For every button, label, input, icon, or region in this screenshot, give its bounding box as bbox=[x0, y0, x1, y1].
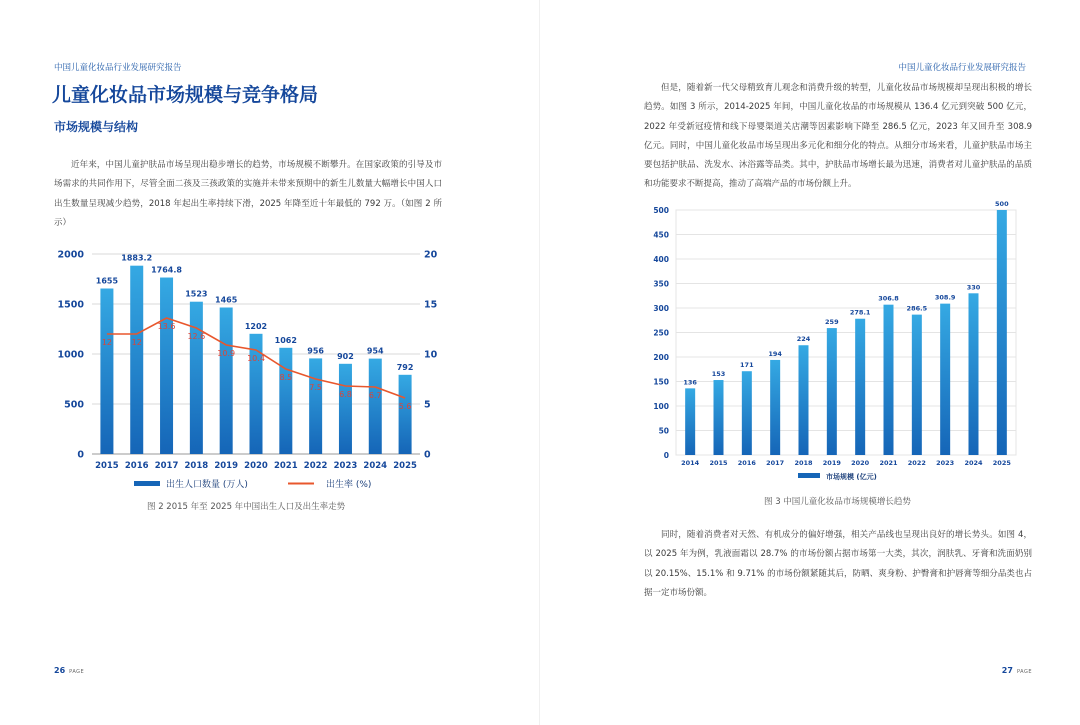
bar-value-label: 1523 bbox=[185, 289, 208, 299]
bar-value-label: 1465 bbox=[215, 295, 238, 305]
y-tick-label: 1500 bbox=[57, 299, 84, 311]
x-tick-label: 2023 bbox=[333, 461, 358, 471]
bar bbox=[884, 305, 894, 455]
bar-value-label: 1883.2 bbox=[121, 253, 153, 263]
bar-value-label: 1062 bbox=[274, 335, 297, 345]
intro-paragraph: 近年来，中国儿童护肤品市场呈现出稳步增长的趋势，市场规模不断攀升。在国家政策的引导及市场需求的共同作用下，尽管全面二孩及三孩政策的实施并未带来预期中的新生儿数量大幅增长中国人口出生数量呈现减少趋势，2018 年起出生率持续下滑，2025 年降至近十年最低的 792 万。（如图 2 所示） bbox=[54, 160, 442, 228]
section-subtitle: 市场规模与结构 bbox=[54, 120, 139, 134]
x-tick-label: 2025 bbox=[992, 459, 1011, 467]
line-value-label: 6.7 bbox=[368, 391, 382, 400]
y-tick-label: 200 bbox=[653, 353, 669, 362]
bar-value-label: 286.5 bbox=[906, 304, 928, 313]
running-header-right: 中国儿童化妆品行业发展研究报告 bbox=[898, 63, 1026, 73]
bar-value-label: 330 bbox=[966, 283, 981, 292]
bar-value-label: 259 bbox=[825, 318, 839, 327]
bar bbox=[742, 371, 752, 455]
x-tick-label: 2019 bbox=[822, 459, 841, 467]
legend-bar-label: 出生人口数量 (万人) bbox=[166, 480, 248, 490]
y-tick-label: 0 bbox=[663, 451, 669, 460]
birth-population-chart bbox=[50, 240, 450, 498]
legend-bar-swatch bbox=[134, 481, 160, 486]
bar bbox=[685, 388, 695, 455]
bar bbox=[799, 345, 809, 455]
y2-tick-label: 0 bbox=[424, 449, 431, 461]
y-tick-label: 300 bbox=[653, 304, 669, 313]
line-value-label: 12 bbox=[101, 338, 113, 347]
x-tick-label: 2015 bbox=[709, 459, 728, 467]
bar bbox=[339, 364, 352, 454]
x-tick-label: 2020 bbox=[244, 461, 268, 471]
x-tick-label: 2021 bbox=[273, 461, 298, 471]
bar-value-label: 308.9 bbox=[934, 293, 956, 302]
bar bbox=[220, 308, 233, 455]
x-tick-label: 2018 bbox=[794, 459, 813, 467]
bar bbox=[130, 266, 143, 454]
legend-label: 市场规模 (亿元) bbox=[826, 473, 877, 481]
line-value-label: 6.8 bbox=[339, 390, 352, 399]
bar bbox=[279, 348, 292, 454]
bar bbox=[827, 328, 837, 455]
bar bbox=[100, 289, 113, 455]
y-tick-label: 350 bbox=[653, 279, 669, 289]
y2-tick-label: 5 bbox=[424, 399, 431, 411]
bar-value-label: 171 bbox=[740, 361, 754, 370]
y2-tick-label: 15 bbox=[424, 299, 438, 311]
line-value-label: 12 bbox=[131, 338, 142, 347]
bar bbox=[997, 210, 1007, 455]
y-tick-label: 1000 bbox=[57, 349, 84, 361]
bar-value-label: 902 bbox=[337, 351, 354, 361]
y-tick-label: 500 bbox=[64, 399, 84, 411]
x-tick-label: 2020 bbox=[851, 459, 870, 467]
section-title: 儿童化妆品市场规模与竞争格局 bbox=[52, 84, 319, 106]
figure-3-caption: 图 3 中国儿童化妆品市场规模增长趋势 bbox=[764, 497, 911, 507]
y-tick-label: 150 bbox=[653, 377, 669, 387]
legend-bar-swatch bbox=[798, 473, 820, 478]
bar-value-label: 1202 bbox=[244, 321, 268, 331]
bar-value-label: 136 bbox=[683, 378, 697, 387]
x-tick-label: 2022 bbox=[303, 461, 328, 471]
bar bbox=[369, 359, 382, 454]
bar bbox=[770, 360, 780, 455]
page-number-right bbox=[1002, 666, 1032, 675]
market-size-chart bbox=[640, 196, 1030, 488]
bar-value-label: 278.1 bbox=[849, 308, 871, 317]
y-tick-label: 0 bbox=[77, 449, 84, 461]
page-number-value: 27 bbox=[1001, 666, 1013, 675]
legend-line-label: 出生率 (%) bbox=[326, 480, 372, 490]
bar bbox=[250, 334, 263, 454]
line-value-label: 12.6 bbox=[187, 332, 206, 341]
y2-tick-label: 10 bbox=[424, 349, 438, 361]
bar bbox=[714, 380, 724, 455]
x-tick-label: 2016 bbox=[124, 461, 149, 471]
line-value-label: 5.6 bbox=[398, 402, 412, 411]
x-tick-label: 2024 bbox=[363, 461, 388, 471]
x-tick-label: 2017 bbox=[766, 459, 785, 467]
page-number-left bbox=[54, 666, 84, 675]
line-value-label: 10.4 bbox=[247, 354, 265, 363]
bar-value-label: 306.8 bbox=[878, 294, 899, 303]
x-tick-label: 2022 bbox=[907, 459, 926, 467]
bar-value-label: 956 bbox=[307, 346, 324, 356]
x-tick-label: 2016 bbox=[737, 459, 756, 467]
page-number-value: 26 bbox=[54, 666, 66, 675]
x-tick-label: 2014 bbox=[681, 459, 700, 467]
running-header-left: 中国儿童化妆品行业发展研究报告 bbox=[54, 63, 182, 73]
y2-tick-label: 20 bbox=[424, 249, 438, 261]
figure-2-caption: 图 2 2015 年至 2025 年中国出生人口及出生率走势 bbox=[147, 502, 346, 512]
bar-value-label: 954 bbox=[366, 346, 384, 356]
x-tick-label: 2025 bbox=[393, 461, 417, 471]
bar bbox=[969, 293, 979, 455]
x-tick-label: 2019 bbox=[214, 461, 239, 471]
x-tick-label: 2023 bbox=[936, 459, 955, 467]
y-tick-label: 250 bbox=[653, 328, 669, 338]
x-tick-label: 2018 bbox=[184, 461, 209, 471]
y-tick-label: 500 bbox=[653, 206, 669, 215]
line-value-label: 10.9 bbox=[217, 349, 236, 358]
line-value-label: 7.5 bbox=[309, 383, 323, 392]
x-tick-label: 2015 bbox=[95, 461, 119, 471]
bar-value-label: 224 bbox=[796, 335, 811, 344]
x-tick-label: 2021 bbox=[879, 459, 898, 467]
bar bbox=[940, 304, 950, 455]
x-tick-label: 2024 bbox=[964, 459, 983, 467]
bar bbox=[855, 319, 865, 455]
bar-value-label: 1655 bbox=[95, 276, 119, 286]
y-tick-label: 100 bbox=[653, 402, 669, 411]
page-label: PAGE bbox=[1016, 669, 1032, 675]
bar bbox=[309, 358, 322, 454]
x-tick-label: 2017 bbox=[154, 461, 179, 471]
bar-value-label: 194 bbox=[768, 349, 782, 358]
page-label: PAGE bbox=[69, 669, 85, 675]
line-value-label: 8.5 bbox=[279, 373, 293, 382]
line-value-label: 13.6 bbox=[157, 322, 176, 331]
y-tick-label: 400 bbox=[653, 255, 669, 264]
market-growth-paragraph: 但是，随着新一代父母精致育儿观念和消费升级的转型，儿童化妆品市场规模却呈现出积极的增长趋势。如图 3 所示，2014-2025 年间，中国儿童化妆品的市场规模从 136.4 亿元到突破 500 亿元，2022 年受新冠疫情和线下母婴渠道关店潮等因素影响下降至 286.5 亿元，2023 年又回升至 308.9 亿元。同时，中国儿童化妆品市场呈现出多元化和细分化的特点。从细分市场来看，儿童护肤品市场主要包括护肤品、洗发水、沐浴露等品类。其中，护肤品市场增长最为迅速，消费者对儿童护肤品的品质和功能要求不断提高，推动了高端产品的市场份额上升。 bbox=[644, 83, 1032, 190]
bar-value-label: 792 bbox=[396, 362, 414, 372]
y-tick-label: 2000 bbox=[57, 249, 84, 261]
y-tick-label: 450 bbox=[653, 230, 669, 240]
bar bbox=[912, 315, 922, 455]
bar-value-label: 153 bbox=[711, 370, 726, 379]
bar bbox=[160, 278, 173, 454]
bar bbox=[399, 375, 412, 454]
segment-share-paragraph: 同时，随着消费者对天然、有机成分的偏好增强，相关产品线也呈现出良好的增长势头。如图 4，以 2025 年为例，乳液面霜以 28.7% 的市场份额占据市场第一大类，其次，润肤乳、牙膏和洗面奶别以 20.15%、15.1% 和 9.71% 的市场份额紧随其后，防晒、爽身粉、护臀膏和护唇膏等细分品类也占据一定市场份额。 bbox=[644, 530, 1032, 598]
bar-value-label: 1764.8 bbox=[151, 265, 182, 275]
bar bbox=[190, 302, 203, 454]
bar-value-label: 500 bbox=[995, 200, 1009, 208]
y-tick-label: 50 bbox=[658, 426, 669, 436]
